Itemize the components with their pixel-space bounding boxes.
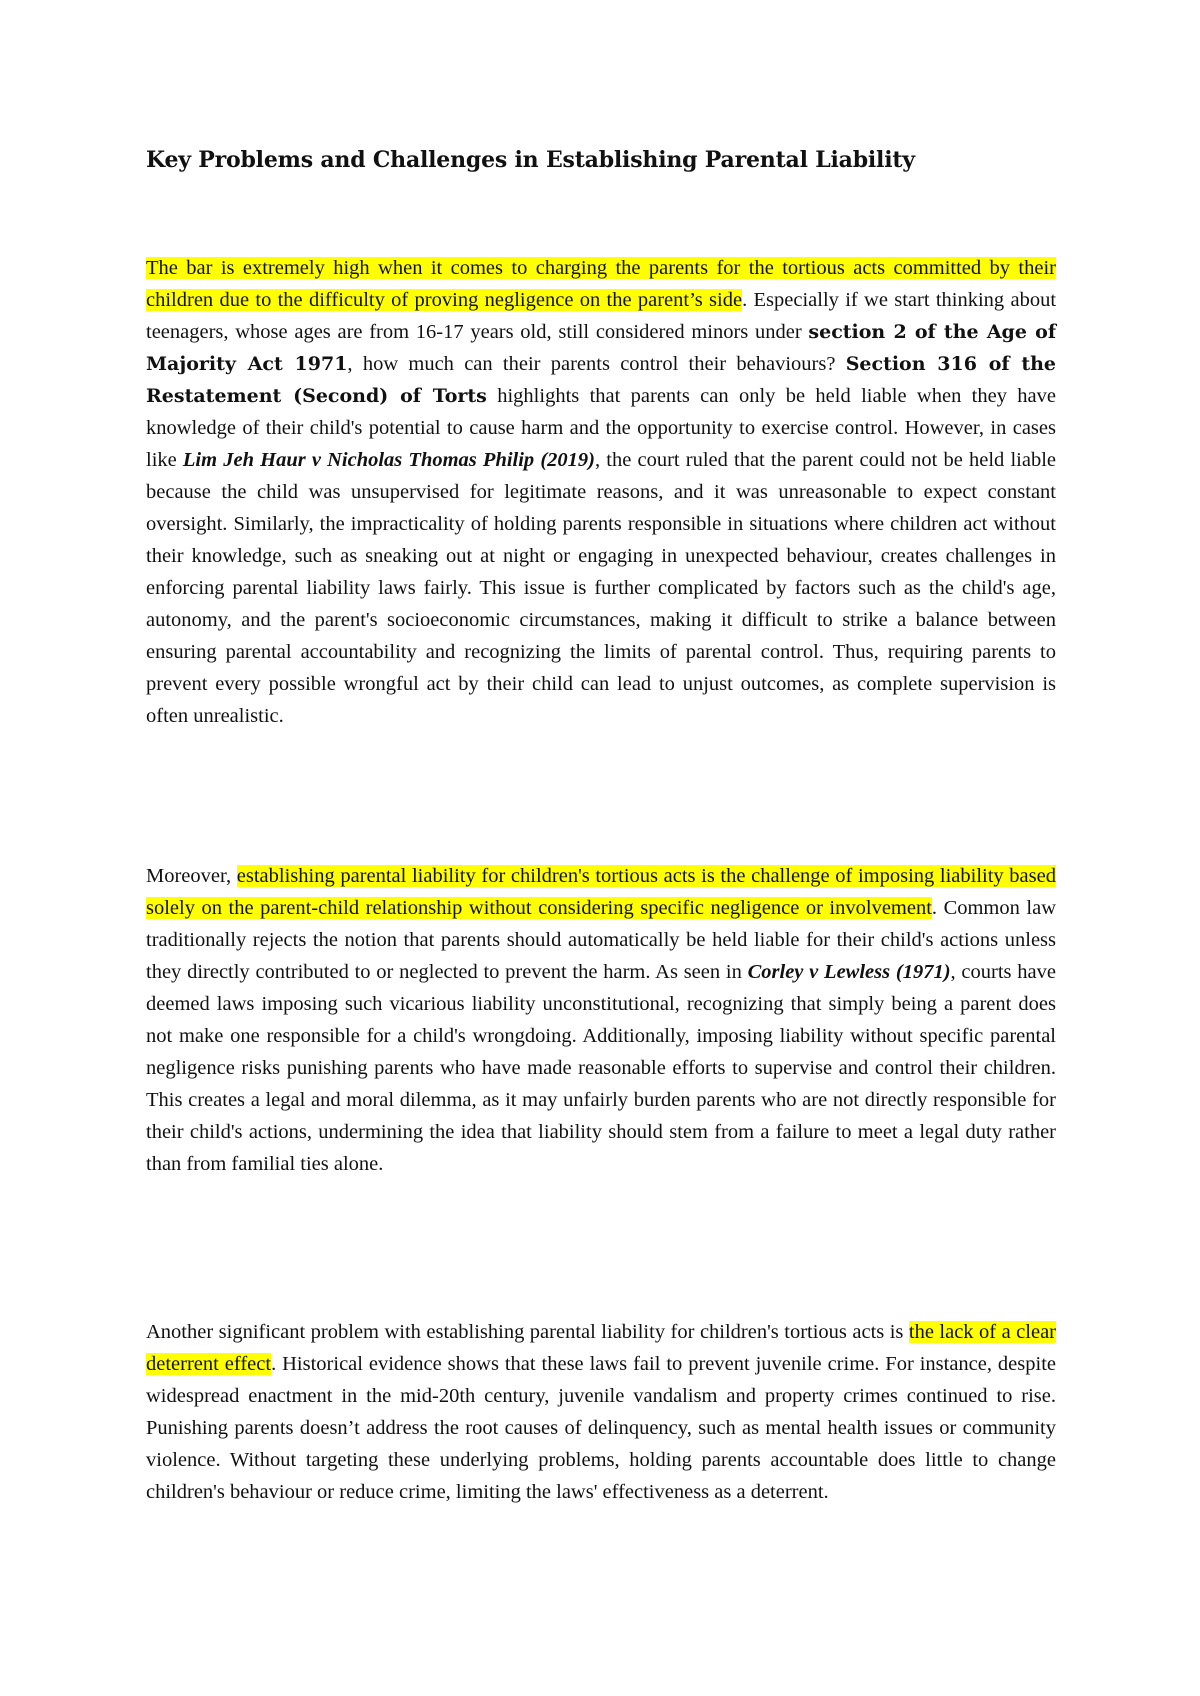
paragraph-2 <box>146 860 1056 1180</box>
paragraph-1 <box>146 252 1056 732</box>
paragraph-text: , the court ruled that the parent could not be held liable because the child was unsupervised for legitimate reasons, and it was unreasonable to expect constant oversight. Similarly, the impracticality of holding parents responsible in situations where children act without their knowledge, such as sneaking out at night or engaging in unexpected behaviour, creates challenges in enforcing parental liability laws fairly. This issue is further complicated by factors such as the child's age, autonomy, and the parent's socioeconomic circumstances, making it difficult to strike a balance between ensuring parental accountability and recognizing the limits of parental control. Thus, requiring parents to prevent every possible wrongful act by their child can lead to unjust outcomes, as complete supervision is often unrealistic. <box>146 449 1056 727</box>
case-citation: Corley v Lewless (1971) <box>747 961 951 983</box>
highlighted-text: establishing parental liability for children's tortious acts is the challenge of imposing liability based solely on the parent-child relationship without considering specific negligence or involvement <box>146 865 1056 919</box>
case-citation: Lim Jeh Haur v Nicholas Thomas Philip (2019) <box>182 449 595 471</box>
statute-reference: Section 316 of the Restatement (Second) of Torts <box>146 353 1056 407</box>
paragraph-3 <box>146 1316 1056 1508</box>
paragraph-text: . Historical evidence shows that these laws fail to prevent juvenile crime. For instance, despite widespread enactment in the mid-20th century, juvenile vandalism and property crimes continued to rise. Punishing parents doesn’t address the root causes of delinquency, such as mental health issues or community violence. Without targeting these underlying problems, holding parents accountable does little to change children's behaviour or reduce crime, limiting the laws' effectiveness as a deterrent. <box>146 1353 1056 1503</box>
paragraph-text: Another significant problem with establishing parental liability for children's tortious acts is <box>146 1321 909 1343</box>
statute-reference: section 2 of the Age of Majority Act 1971 <box>146 321 1056 375</box>
highlighted-text: The bar is extremely high when it comes to charging the parents for the tortious acts committed by their children due to the difficulty of proving negligence on the parent’s side <box>146 257 1056 311</box>
paragraph-text: . Common law traditionally rejects the notion that parents should automatically be held liable for their child's actions unless they directly contributed to or neglected to prevent the harm. As seen in <box>146 897 1057 983</box>
paragraph-text: , how much can their parents control their behaviours? <box>347 353 846 375</box>
paragraph-text: , courts have deemed laws imposing such vicarious liability unconstitutional, recognizing that simply being a parent does not make one responsible for a child's wrongdoing. Additionally, imposing liability without specific parental negligence risks punishing parents who have made reasonable efforts to supervise and control their children. This creates a legal and moral dilemma, as it may unfairly burden parents who are not directly responsible for their child's actions, undermining the idea that liability should stem from a failure to meet a legal duty rather than from familial ties alone. <box>146 961 1056 1175</box>
highlighted-text: the lack of a clear deterrent effect <box>146 1321 1056 1375</box>
paragraph-text: . Especially if we start thinking about teenagers, whose ages are from 16-17 years old, still considered minors under <box>146 289 1057 343</box>
page-title: Key Problems and Challenges in Establishing Parental Liability <box>146 147 915 173</box>
paragraph-text: highlights that parents can only be held liable when they have knowledge of their child's potential to cause harm and the opportunity to exercise control. However, in cases like <box>146 385 1057 471</box>
paragraph-text: Moreover, <box>146 865 237 887</box>
